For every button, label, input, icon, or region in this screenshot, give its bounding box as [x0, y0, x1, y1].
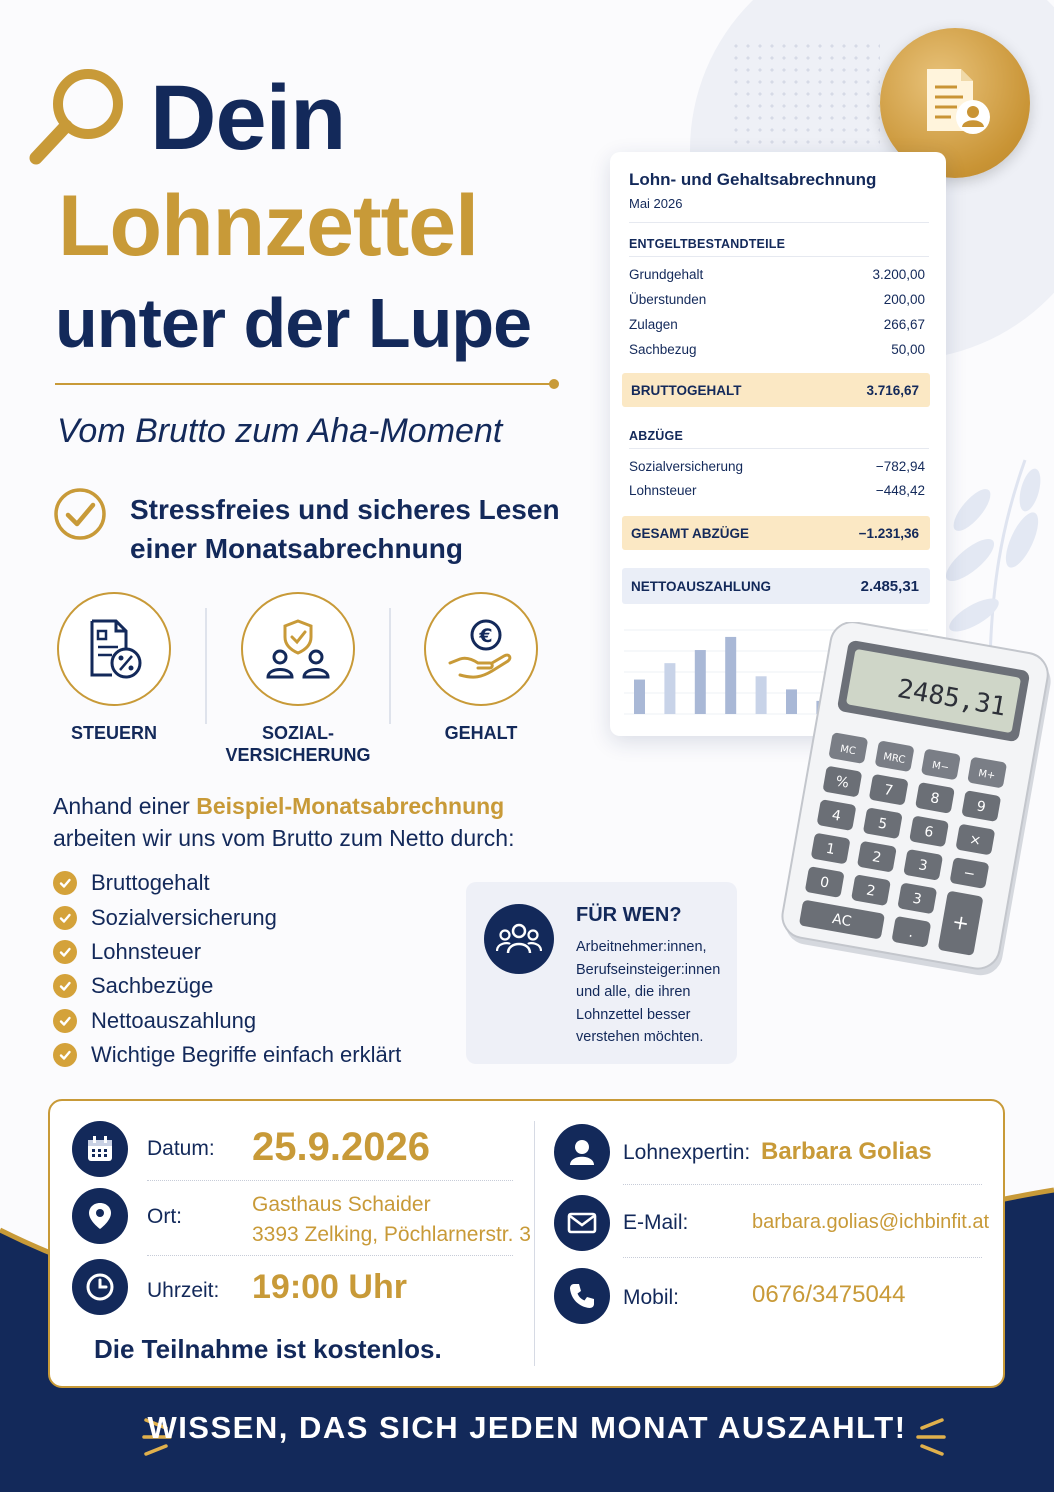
divider [629, 448, 929, 449]
calculator-key-label: 0 [818, 874, 831, 892]
document-person-icon [913, 61, 997, 145]
target-audience-box [466, 882, 737, 1064]
calculator-key-label: . [907, 924, 915, 942]
phone-value[interactable]: 0676/3475044 [752, 1281, 906, 1308]
calculator-key-label: 5 [876, 815, 889, 833]
intro-highlight: Beispiel-Monatsabrechnung [196, 793, 505, 819]
date-label: Datum: [147, 1137, 215, 1160]
divider [629, 222, 929, 223]
calculator-key-label: 7 [882, 782, 895, 800]
time-value: 19:00 Uhr [252, 1268, 407, 1306]
topic-label: SOZIAL- VERSICHERUNG [225, 723, 371, 765]
calculator-key-label: M− [931, 759, 950, 774]
calculator-key-label: 1 [824, 840, 837, 859]
check-icon [53, 906, 77, 930]
dotted-divider [147, 1255, 513, 1256]
title-line-2: Lohnzettel [58, 178, 478, 274]
calculator-key-label: % [834, 773, 851, 792]
checklist-item [53, 969, 401, 1003]
divider [629, 256, 929, 257]
svg-text:€: € [479, 625, 493, 647]
calculator-key-label: 3 [911, 890, 923, 908]
calculator-key-label: MRC [882, 751, 906, 767]
calculator-key-label: 9 [975, 798, 987, 816]
calculator-key-label: MC [839, 743, 857, 758]
mini-bar [695, 650, 706, 714]
calculator-key-label: 3 [917, 857, 929, 875]
payslip-row: Grundgehalt 3.200,00 [629, 267, 925, 282]
time-label: Uhrzeit: [147, 1279, 220, 1302]
place-label: Ort: [147, 1205, 182, 1228]
person-icon [554, 1124, 610, 1180]
mini-bar [634, 680, 645, 714]
calculator-key-label: 6 [923, 823, 935, 842]
check-icon [53, 1009, 77, 1033]
checklist-item [53, 1004, 401, 1038]
checklist-item-label: Lohnsteuer [91, 938, 202, 964]
calculator-key-label: 2 [865, 882, 877, 900]
check-icon [53, 871, 77, 895]
checklist-item-label: Sozialversicherung [91, 904, 277, 930]
check-circle-icon [53, 487, 107, 541]
deductions-total-row: GESAMT ABZÜGE −1.231,36 [622, 516, 930, 550]
intro-before: Anhand einer [53, 793, 197, 819]
mini-bar [756, 676, 767, 714]
calendar-icon [72, 1121, 128, 1177]
location-pin-icon [72, 1188, 128, 1244]
event-info-box [48, 1099, 1005, 1388]
net-pay-row: NETTOAUSZAHLUNG 2.485,31 [622, 568, 930, 604]
calculator-icon [778, 622, 1054, 982]
free-participation-note: Die Teilnahme ist kostenlos. [94, 1334, 442, 1364]
column-divider [534, 1121, 535, 1366]
euro-hand-icon [446, 617, 516, 681]
checklist-item-label: Wichtige Begriffe einfach erklärt [91, 1042, 402, 1068]
calculator-key-label: 4 [830, 807, 843, 825]
mini-bar [664, 663, 675, 714]
target-text: Arbeitnehmer:innen, Berufseinsteiger:innen und alle, die ihren Lohnzettel besser verstehen möchten. [576, 939, 721, 1045]
promise-text: Stressfreies und sicheres Lesen einer Monatsabrechnung [130, 494, 560, 564]
checklist-item-label: Sachbezüge [91, 973, 214, 999]
email-icon [554, 1195, 610, 1251]
calculator-key-label: + [950, 908, 972, 936]
check-icon [53, 940, 77, 964]
title-line-1: Dein [150, 67, 346, 169]
dotted-divider [147, 1180, 513, 1181]
calculator-key-label: M+ [977, 768, 997, 782]
topic-steuern [24, 592, 204, 744]
subtitle: Vom Brutto zum Aha-Moment [57, 412, 503, 450]
dot-pattern [730, 40, 880, 150]
payslip-title: Lohn- und Gehaltsabrechnung [629, 170, 877, 189]
calculator-key-label: × [968, 831, 983, 850]
mini-bar [725, 637, 736, 714]
checklist-item [53, 1038, 401, 1072]
section-earnings: ENTGELTBESTANDTEILE [629, 237, 786, 251]
target-title: FÜR WEN? [576, 904, 682, 926]
checklist-item-label: Bruttogehalt [91, 870, 210, 896]
expert-label: Lohnexpertin: [623, 1141, 751, 1164]
topic-label: STEUERN [70, 723, 157, 743]
payslip-row: Sozialversicherung −782,94 [629, 459, 925, 474]
intro-text [53, 790, 553, 854]
place-line-1: Gasthaus Schaider [252, 1193, 431, 1216]
title-line-3: unter der Lupe [55, 284, 532, 362]
burst-right-icon [898, 1412, 948, 1462]
phone-label: Mobil: [623, 1286, 680, 1309]
payslip-row: Überstunden 200,00 [629, 292, 925, 307]
dotted-divider [623, 1184, 982, 1185]
calculator-key-label: − [962, 865, 977, 883]
phone-icon [554, 1268, 610, 1324]
payslip-row: Sachbezug 50,00 [629, 342, 925, 357]
calculator-key-label: 8 [929, 790, 941, 808]
dotted-divider [623, 1257, 982, 1258]
calculator-key-label: 2 [870, 849, 883, 867]
email-value[interactable]: barbara.golias@ichbinfit.at [752, 1211, 990, 1233]
topic-sozialversicherung [208, 592, 388, 766]
checklist-item [53, 866, 401, 900]
clock-icon [72, 1259, 128, 1315]
calculator-key-label: AC [830, 911, 853, 931]
checklist-item [53, 900, 401, 934]
gross-total-row: BRUTTOGEHALT 3.716,67 [622, 373, 930, 407]
place-line-2: 3393 Zelking, Pöchlarnerstr. 3 [252, 1223, 531, 1246]
footer-slogan: WISSEN, DAS SICH JEDEN MONAT AUSZAHLT! [147, 1410, 907, 1445]
topic-gehalt [391, 592, 571, 744]
payslip-row: Lohnsteuer −448,42 [629, 483, 925, 498]
section-deductions: ABZÜGE [629, 429, 683, 443]
payslip-month: Mai 2026 [629, 196, 683, 211]
group-icon [484, 904, 554, 974]
check-icon [53, 1043, 77, 1067]
check-icon [53, 974, 77, 998]
magnifying-glass-icon [26, 62, 136, 172]
calculator-display: 2485,31 [895, 673, 1009, 723]
title-divider [55, 383, 555, 385]
topic-separator [205, 608, 207, 724]
checklist-item-label: Nettoauszahlung [91, 1007, 257, 1033]
checklist [53, 866, 401, 1072]
payslip-row: Zulagen 266,67 [629, 317, 925, 332]
checklist-item [53, 935, 401, 969]
shield-people-icon [263, 617, 333, 681]
email-label: E-Mail: [623, 1211, 689, 1234]
tax-document-icon [82, 617, 146, 681]
topic-label: GEHALT [444, 723, 518, 743]
date-value: 25.9.2026 [252, 1125, 430, 1169]
expert-value: Barbara Golias [761, 1138, 932, 1165]
intro-after: arbeiten wir uns vom Brutto zum Netto durch: [53, 825, 515, 851]
